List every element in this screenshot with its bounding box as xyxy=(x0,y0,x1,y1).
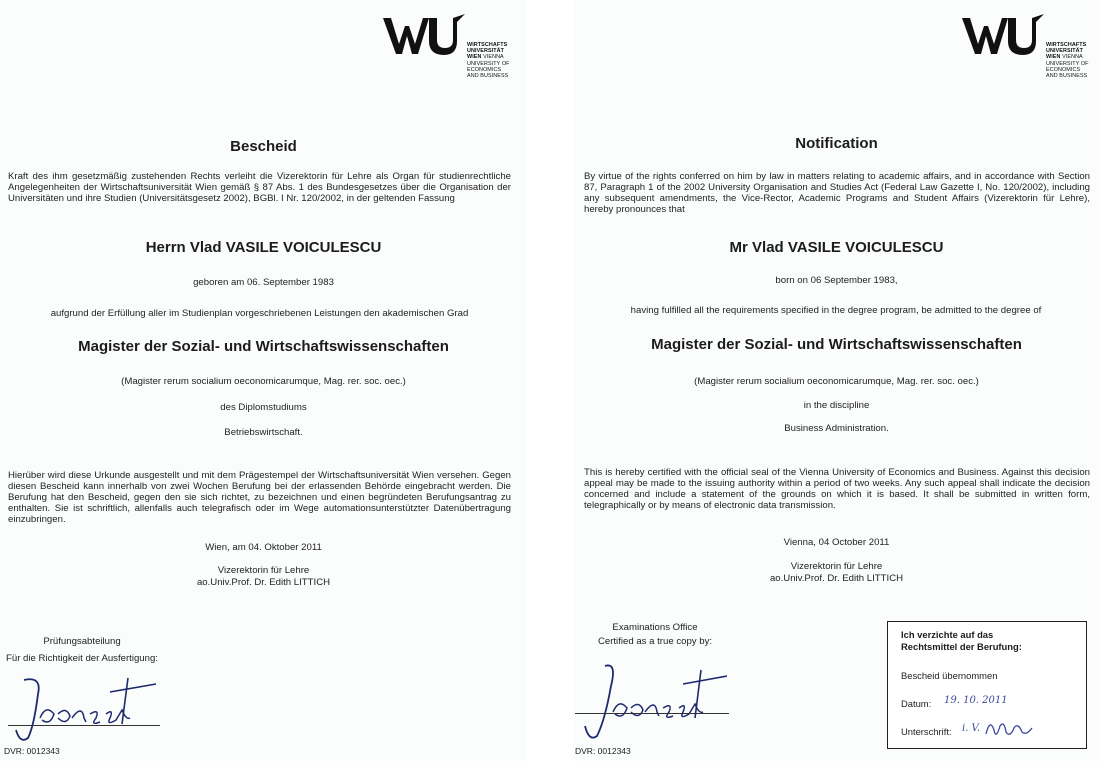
page-gutter xyxy=(527,0,573,761)
signatory-role: Vizerektorin für Lehre xyxy=(217,565,310,576)
study-label: in the discipline xyxy=(803,400,870,411)
place-and-date: Wien, am 04. Oktober 2011 xyxy=(205,542,322,553)
dvr-number: DVR: 0012343 xyxy=(4,746,60,756)
handwritten-signature-icon xyxy=(10,674,160,744)
document-title: Bescheid xyxy=(230,138,297,155)
stamp-heading: Ich verzichte auf das Rechtsmittel der Berufung: xyxy=(901,629,1022,652)
office-label: Examinations Office xyxy=(612,622,698,633)
latin-degree: (Magister rerum socialium oeconomicarumque, Mag. rer. soc. oec.) xyxy=(121,376,406,387)
stamp-date-value: 19. 10. 2011 xyxy=(944,695,1008,706)
stamp-date-label: Datum: xyxy=(901,698,932,709)
signatory-name: ao.Univ.Prof. Dr. Edith LITTICH xyxy=(769,573,904,584)
birth-date: geboren am 06. September 1983 xyxy=(193,277,334,288)
signatory-name: ao.Univ.Prof. Dr. Edith LITTICH xyxy=(196,577,331,588)
graduate-name: Herrn Vlad VASILE VOICULESCU xyxy=(145,239,382,256)
degree-title: Magister der Sozial- und Wirtschaftswissenschaften xyxy=(78,338,449,355)
stamp-signature-value: i. V. xyxy=(962,723,981,734)
field-of-study: Betriebswirtschaft. xyxy=(224,427,303,438)
degree-title: Magister der Sozial- und Wirtschaftswissenschaften xyxy=(651,336,1022,353)
certified-label: Für die Richtigkeit der Ausfertigung: xyxy=(6,653,158,664)
signature-line xyxy=(575,713,729,714)
fulfilment-statement: having fulfilled all the requirements specified in the degree program, be admitted to the degree of xyxy=(630,305,1042,316)
wu-logo-mark-icon xyxy=(962,14,1044,56)
document-title: Notification xyxy=(795,135,878,152)
appeal-waiver-stamp xyxy=(887,621,1087,749)
signatory-role: Vizerektorin für Lehre xyxy=(790,561,883,572)
stamp-signature-scribble-icon xyxy=(984,716,1034,742)
german-certificate-page xyxy=(0,0,527,761)
signature-line xyxy=(8,725,160,726)
office-label: Prüfungsabteilung xyxy=(43,636,121,647)
dvr-number: DVR: 0012343 xyxy=(575,746,631,756)
intro-paragraph: By virtue of the rights conferred on him by law in matters relating to academic affairs, and in accordance with Section 87, Paragraph 1 of the 2002 University Organisation and Studies Act (Federal Law Gazette I, No. 120/2002), including any subsequent amendments, the Vice-Rector, Academic Programs and Student Affairs (Vizerektorin für Lehre), hereby pronounces that xyxy=(584,171,1090,215)
graduate-name: Mr Vlad VASILE VOICULESCU xyxy=(729,239,944,256)
latin-degree: (Magister rerum socialium oeconomicarumque, Mag. rer. soc. oec.) xyxy=(694,376,979,387)
wu-logo-caption: WIRTSCHAFTS UNIVERSITÄT WIEN VIENNA UNIVERSITY OF ECONOMICS AND BUSINESS xyxy=(1046,42,1089,80)
stamp-received: Bescheid übernommen xyxy=(901,670,998,681)
handwritten-signature-icon xyxy=(577,656,727,742)
stamp-signature-label: Unterschrift: xyxy=(901,726,952,737)
wu-logo xyxy=(962,14,1089,79)
field-of-study: Business Administration. xyxy=(784,423,889,434)
study-label: des Diplomstudiums xyxy=(220,402,307,413)
intro-paragraph: Kraft des ihm gesetzmäßig zustehenden Rechts verleiht die Vizerektorin für Lehre als Organ für studienrechtliche Angelegenheiten der Wirtschaftsuniversität Wien gemäß § 87 Abs. 1 des Bundesgesetzes über die Organisation der Universitäten und ihre Studien (Universitätsgesetz 2002), BGBl. I Nr. 120/2002, in der geltenden Fassung xyxy=(8,171,511,204)
wu-logo xyxy=(383,14,510,79)
wu-logo-mark-icon xyxy=(383,14,465,56)
birth-date: born on 06 September 1983, xyxy=(775,275,898,286)
certified-label: Certified as a true copy by: xyxy=(597,636,713,647)
appeal-paragraph: Hierüber wird diese Urkunde ausgestellt und mit dem Prägestempel der Wirtschaftsuniversität Wien versehen. Gegen diesen Bescheid kann innerhalb von zwei Wochen Berufung bei der erlassenden Behörde eingebracht werden. Die Berufung hat den Bescheid, gegen den sie sich richtet, zu bezeichnen und einen begründeten Berufungsantrag zu enthalten. Sie ist schriftlich, allenfalls auch telegrafisch oder im Wege automationsunterstützter Datenübertragung einzubringen. xyxy=(8,470,511,525)
fulfilment-statement: aufgrund der Erfüllung aller im Studienplan vorgeschriebenen Leistungen den akademischen Grad xyxy=(50,308,469,319)
appeal-paragraph: This is hereby certified with the official seal of the Vienna University of Economics and Business. Against this decision appeal may be made to the issuing authority within a period of two weeks. Any such appeal shall indicate the decision concerned and include a statement of the grounds on which it is based. It shall be submitted in written form, telegraphically or by means of electronic data transmission. xyxy=(584,467,1090,511)
wu-logo-caption: WIRTSCHAFTS UNIVERSITÄT WIEN VIENNA UNIVERSITY OF ECONOMICS AND BUSINESS xyxy=(467,42,510,80)
place-and-date: Vienna, 04 October 2011 xyxy=(783,537,890,548)
